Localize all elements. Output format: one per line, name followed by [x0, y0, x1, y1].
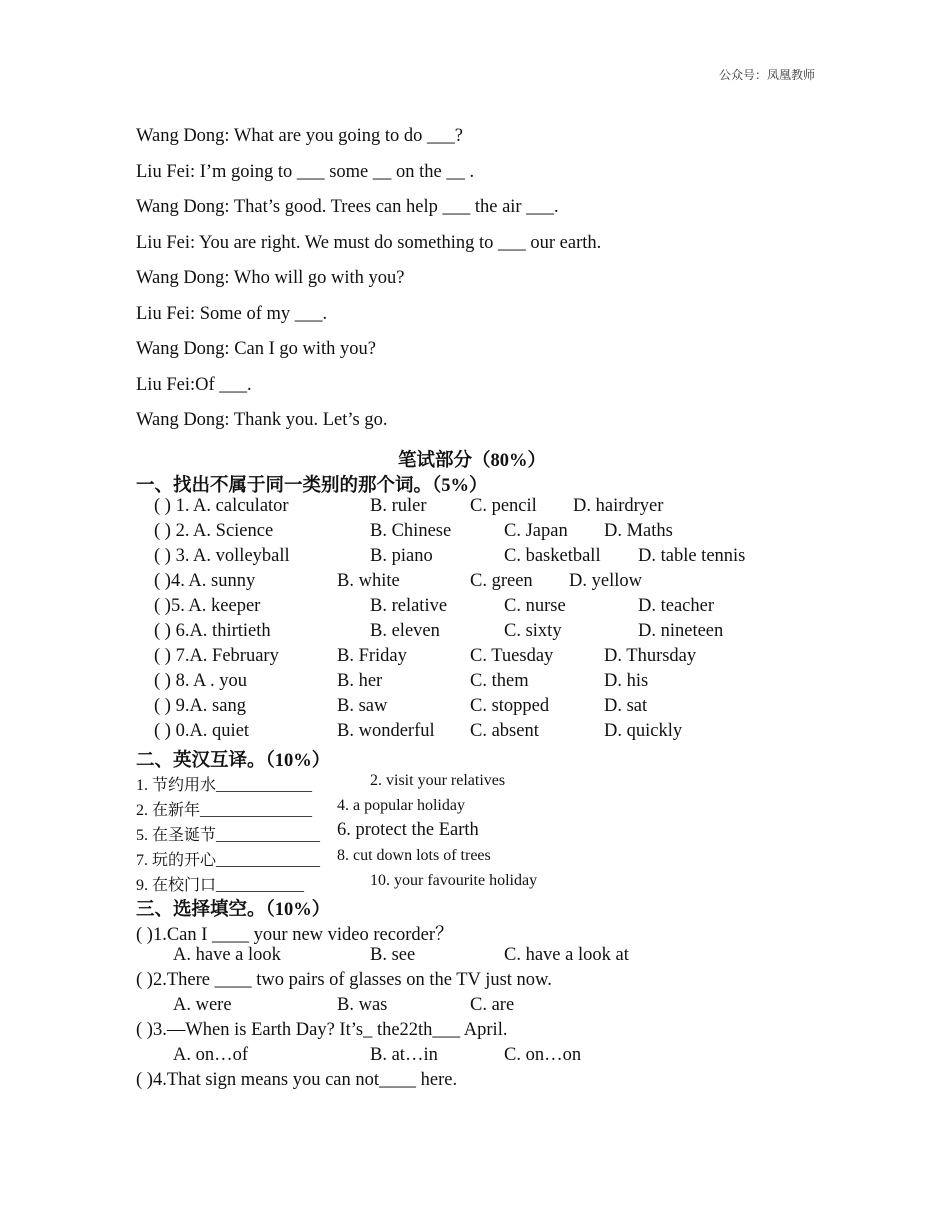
option-c: C. nurse — [504, 596, 566, 616]
option-b: B. saw — [337, 696, 388, 716]
choice-question: ( )1.Can I ____ your new video recorder？ — [136, 925, 454, 945]
option-d: D. table tennis — [638, 546, 746, 566]
option-b: B. her — [337, 671, 383, 691]
translation-item: 10. your favourite holiday — [370, 872, 538, 889]
section3-title: 三、选择填空。（10%） — [136, 900, 331, 920]
option-b: B. Chinese — [370, 521, 452, 541]
option-b: B. white — [337, 571, 400, 591]
dialogue-line: Wang Dong: That’s good. Trees can help ___ the air ___. — [136, 197, 559, 217]
translation-item: 6. protect the Earth — [337, 820, 479, 840]
translation-item: 2. visit your relatives — [370, 772, 506, 789]
dialogue-line: Wang Dong: What are you going to do ___? — [136, 126, 463, 146]
question-number: ( ) 7.A. February — [154, 646, 279, 666]
option-b: B. see — [370, 945, 416, 965]
option-d: D. Maths — [604, 521, 673, 541]
choice-question: ( )2.There ____ two pairs of glasses on the TV just now. — [136, 970, 552, 990]
option-d: D. yellow — [569, 571, 642, 591]
translation-item: 9. 在校门口___________ — [136, 877, 305, 894]
translation-item: 4. a popular holiday — [337, 797, 465, 814]
option-c: C. are — [470, 995, 515, 1015]
option-b: B. relative — [370, 596, 448, 616]
translation-item: 7. 玩的开心_____________ — [136, 852, 321, 869]
option-c: C. sixty — [504, 621, 562, 641]
option-c: C. absent — [470, 721, 539, 741]
question-number: ( ) 8. A . you — [154, 671, 248, 691]
question-number: ( )5. A. keeper — [154, 596, 261, 616]
choice-question: ( )3.—When is Earth Day? It’s_ the22th___ April. — [136, 1020, 508, 1040]
option-d: D. Thursday — [604, 646, 697, 666]
question-number: ( ) 1. A. calculator — [154, 496, 289, 516]
option-c: C. stopped — [470, 696, 550, 716]
question-number: ( )4. A. sunny — [154, 571, 256, 591]
option-b: B. eleven — [370, 621, 440, 641]
question-number: ( ) 2. A. Science — [154, 521, 274, 541]
written-part-title: 笔试部分（80%） — [398, 451, 547, 471]
option-d: D. teacher — [638, 596, 715, 616]
option-a: A. were — [173, 995, 232, 1015]
section1-title: 一、找出不属于同一类别的那个词。（5%） — [136, 476, 488, 496]
option-c: C. them — [470, 671, 529, 691]
dialogue-line: Wang Dong: Thank you. Let’s go. — [136, 410, 388, 430]
option-b: B. wonderful — [337, 721, 435, 741]
translation-item: 1. 节约用水____________ — [136, 777, 313, 794]
option-d: D. quickly — [604, 721, 683, 741]
question-number: ( ) 0.A. quiet — [154, 721, 250, 741]
question-number: ( ) 9.A. sang — [154, 696, 246, 716]
translation-item: 8. cut down lots of trees — [337, 847, 491, 864]
option-c: C. basketball — [504, 546, 601, 566]
option-d: D. nineteen — [638, 621, 724, 641]
option-c: C. pencil — [470, 496, 537, 516]
option-d: D. his — [604, 671, 649, 691]
translation-item: 2. 在新年______________ — [136, 802, 313, 819]
dialogue-line: Liu Fei: I’m going to ___ some __ on the __ . — [136, 162, 475, 182]
option-c: C. have a look at — [504, 945, 629, 965]
option-b: B. was — [337, 995, 388, 1015]
option-a: A. on…of — [173, 1045, 249, 1065]
option-c: C. Japan — [504, 521, 568, 541]
option-b: B. Friday — [337, 646, 407, 666]
choice-question: ( )4.That sign means you can not____ here. — [136, 1070, 458, 1090]
option-d: D. sat — [604, 696, 648, 716]
dialogue-line: Wang Dong: Who will go with you? — [136, 268, 405, 288]
option-c: C. green — [470, 571, 533, 591]
option-b: B. at…in — [370, 1045, 438, 1065]
section2-title: 二、英汉互译。（10%） — [136, 751, 331, 771]
page-header: 公众号：凤凰教师 — [719, 68, 816, 82]
dialogue-line: Liu Fei: You are right. We must do something to ___ our earth. — [136, 233, 602, 253]
option-b: B. piano — [370, 546, 433, 566]
option-c: C. Tuesday — [470, 646, 554, 666]
question-number: ( ) 3. A. volleyball — [154, 546, 290, 566]
dialogue-line: Liu Fei: Some of my ___. — [136, 304, 328, 324]
option-d: D. hairdryer — [573, 496, 664, 516]
option-a: A. have a look — [173, 945, 281, 965]
dialogue-line: Wang Dong: Can I go with you? — [136, 339, 377, 359]
question-number: ( ) 6.A. thirtieth — [154, 621, 271, 641]
dialogue-line: Liu Fei:Of ___. — [136, 375, 252, 395]
option-c: C. on…on — [504, 1045, 582, 1065]
translation-item: 5. 在圣诞节_____________ — [136, 827, 321, 844]
option-b: B. ruler — [370, 496, 427, 516]
